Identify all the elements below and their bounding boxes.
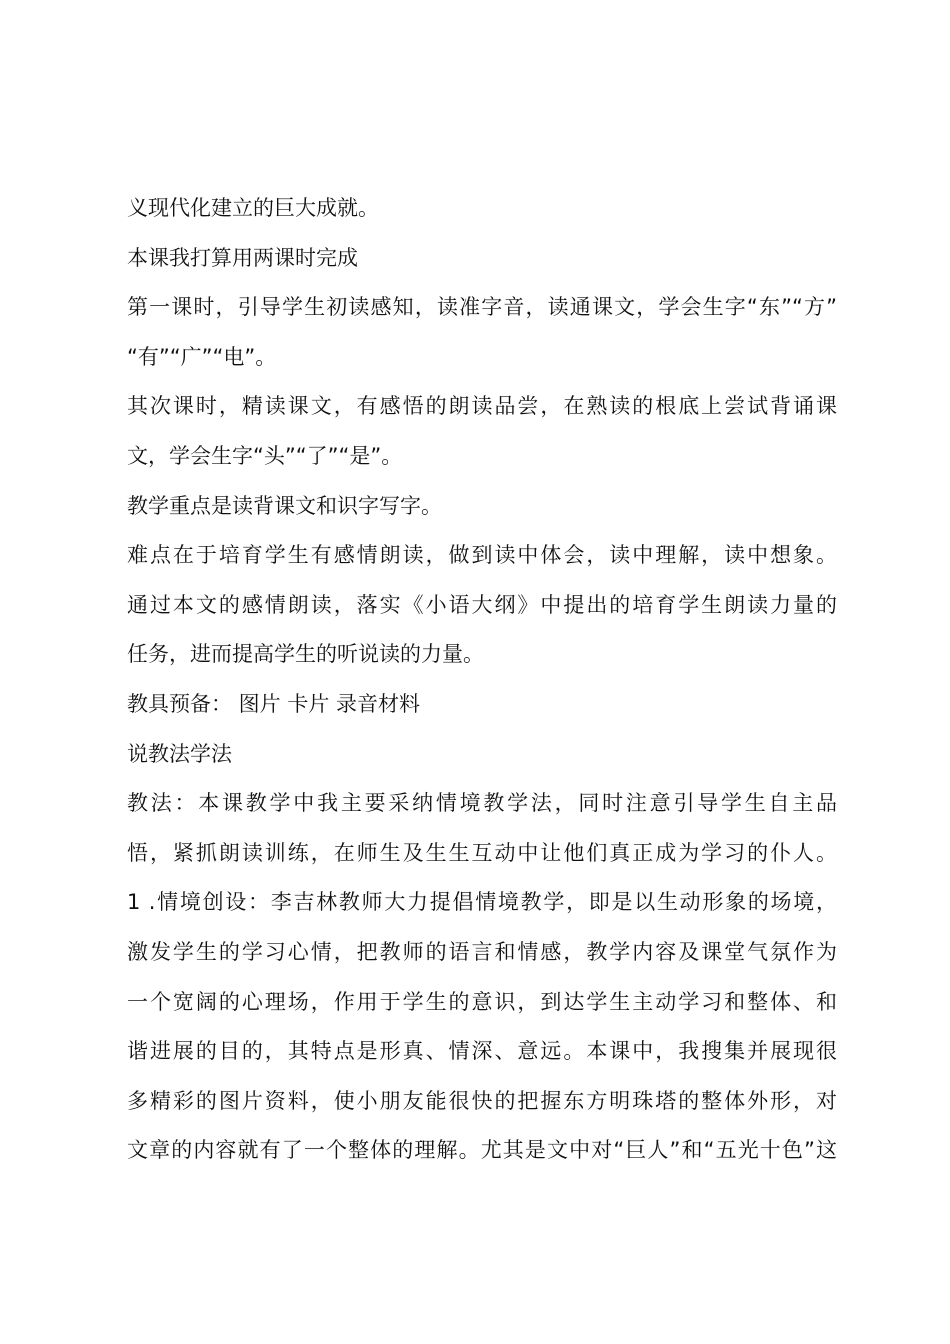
text-line-20: 文章的内容就有了一个整体的理解。尤其是文中对“巨人”和“五光十色”这 bbox=[127, 1138, 837, 1163]
text-line-14: 悟，紧抓朗读训练，在师生及生生互动中让他们真正成为学习的仆人。 bbox=[127, 840, 837, 865]
text-line-6: 文，学会生字“头”“了”“是”。 bbox=[127, 443, 403, 468]
text-line-10: 任务，进而提高学生的听说读的力量。 bbox=[127, 642, 484, 667]
text-line-12: 说教法学法 bbox=[127, 741, 232, 766]
text-line-4: “有”“广”“电”。 bbox=[127, 344, 277, 369]
text-line-11: 教具预备： 图片 卡片 录音材料 bbox=[127, 691, 421, 716]
text-line-9: 通过本文的感情朗读，落实《小语大纲》中提出的培育学生朗读力量的 bbox=[127, 592, 837, 617]
text-line-19: 多精彩的图片资料，使小朋友能很快的把握东方明珠塔的整体外形，对 bbox=[127, 1088, 837, 1113]
text-line-13: 教法：本课教学中我主要采纳情境教学法，同时注意引导学生自主品 bbox=[127, 791, 837, 816]
text-line-16: 激发学生的学习心情，把教师的语言和情感，教学内容及课堂气氛作为 bbox=[127, 939, 837, 964]
text-line-1: 义现代化建立的巨大成就。 bbox=[127, 196, 379, 220]
text-line-17: 一个宽阔的心理场，作用于学生的意识，到达学生主动学习和整体、和 bbox=[127, 989, 837, 1014]
text-line-18: 谐进展的目的，其特点是形真、情深、意远。本课中，我搜集并展现很 bbox=[127, 1039, 837, 1064]
text-line-8: 难点在于培育学生有感情朗读，做到读中体会，读中理解，读中想象。 bbox=[127, 543, 837, 568]
document-body bbox=[127, 184, 837, 1176]
text-line-5: 其次课时，精读课文，有感悟的朗读品尝，在熟读的根底上尝试背诵课 bbox=[127, 394, 837, 419]
text-line-15: 1 .情境创设：李吉林教师大力提倡情境教学，即是以生动形象的场境， bbox=[127, 890, 837, 915]
text-line-3: 第一课时，引导学生初读感知，读准字音，读通课文，学会生字“东”“方” bbox=[127, 295, 837, 320]
text-line-7: 教学重点是读背课文和识字写字。 bbox=[127, 493, 442, 518]
text-line-2: 本课我打算用两课时完成 bbox=[127, 245, 358, 270]
